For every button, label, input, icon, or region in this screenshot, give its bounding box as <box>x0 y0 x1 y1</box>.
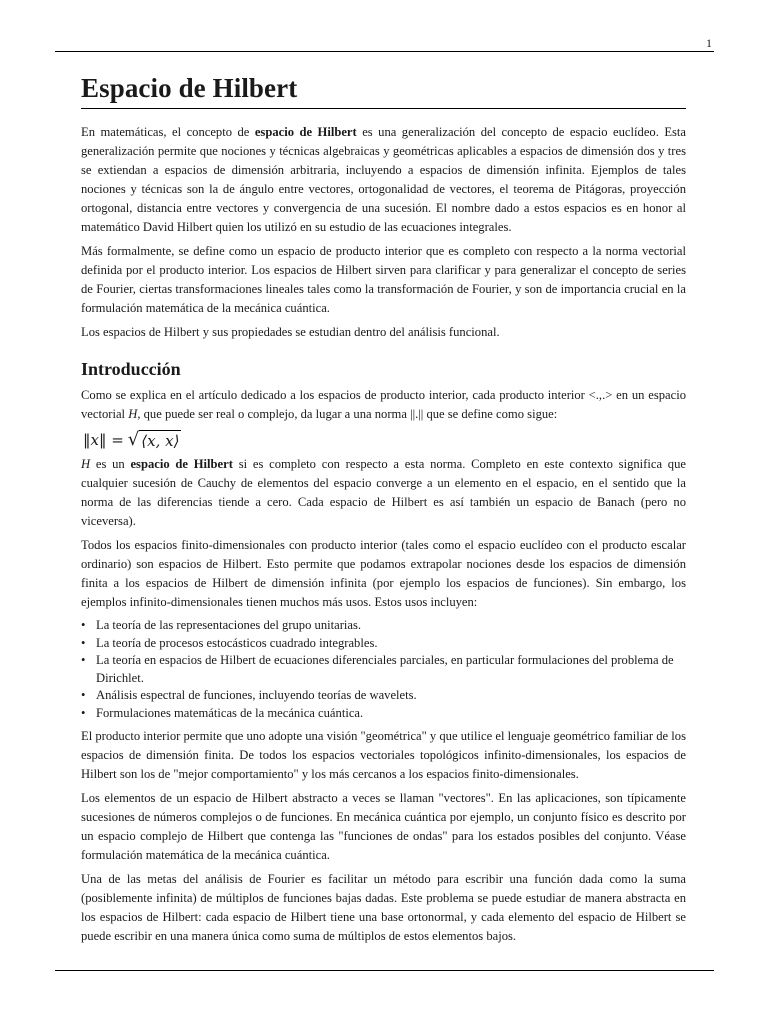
header-rule <box>55 51 714 52</box>
bullet: • <box>81 688 86 702</box>
section-paragraph-3: Todos los espacios finito-dimensionales con producto interior (tales como el espacio euclídeo con el producto escalar ordinario) son espacios de Hilbert. Esto permite que podamos extrapolar nociones desde los espacios de dimensión finita a los espacios de Hilbert de dimensión infinita (por ejemplo los espacios de funciones). Sin embargo, los ejemplos infinito-dimensionales tienen muchos más usos. Estos usos incluyen: <box>81 538 686 609</box>
section-paragraph-5: Los elementos de un espacio de Hilbert abstracto a veces se llaman "vectores". En las aplicaciones, son típicamente sucesiones de números complejos o de funciones. En mecánica cuántica por ejemplo, un conjunto físico es descrito por un espacio complejo de Hilbert que contenga las "funciones de ondas" para los estados posibles del conjunto. Véase formulación matemática de la mecánica cuántica. <box>81 791 686 862</box>
list-item-text: La teoría de procesos estocásticos cuadrado integrables. <box>96 635 378 650</box>
text-run: , que puede ser real o complejo, da lugar a una norma ||.|| que se define como sigue: <box>137 407 558 421</box>
bullet: • <box>81 653 86 667</box>
formula-sqrt-argument: ⟨x, x⟩ <box>141 432 180 450</box>
italic-symbol: H <box>81 457 91 471</box>
bullet: • <box>81 635 86 650</box>
list-item-text: Formulaciones matemáticas de la mecánica cuántica. <box>96 705 364 720</box>
text-run: En matemáticas, el concepto de <box>81 125 255 139</box>
section-paragraph-2 <box>81 455 686 531</box>
text-run: es un <box>90 457 131 471</box>
intro-paragraph-3: Los espacios de Hilbert y sus propiedades se estudian dentro del análisis funcional. <box>81 325 500 339</box>
bullet: • <box>81 705 86 720</box>
norm-formula <box>81 429 686 451</box>
list-item-text: Análisis espectral de funciones, incluyendo teorías de wavelets. <box>96 688 417 702</box>
section-paragraph-4: El producto interior permite que uno adopte una visión "geométrica" y que utilice el lenguaje geométrico familiar de los espacios de dimensión finita. De todos los espacios vectoriales topológicos infinito-dimensionales, los espacios de Hilbert son los de "mejor comportamiento" y los más cercanos a los espacios finito-dimensionales. <box>81 729 686 781</box>
article-body <box>81 72 686 951</box>
sqrt-expression <box>128 429 182 451</box>
list-item <box>81 687 686 705</box>
text-run: es una generalización del concepto de espacio euclídeo. Esta generalización permite que nociones y técnicas algebraicas y geométricas aplicables a espacios de dimensión dos y tres se extiendan a espacios de dimensión arbitraria, incluyendo a espacios de dimensión infinita. Ejemplos de tales nociones y técnicas son la de ángulo entre vectores, ortogonalidad de vectores, el teorema de Pitágoras, proyección ortogonal, distancia entre vectores y convergencia de una sucesión. El nombre dado a estos espacios es en honor al matemático David Hilbert quien los utilizó en su estudio de las ecuaciones integrales. <box>81 125 687 234</box>
list-item-text: La teoría en espacios de Hilbert de ecuaciones diferenciales parciales, en particular formulaciones del problema de Dirichlet. <box>96 653 674 685</box>
list-item <box>81 652 686 687</box>
list-item <box>81 705 686 723</box>
italic-symbol: H <box>128 407 138 421</box>
list-item <box>81 617 686 635</box>
section-heading: Introducción <box>81 359 181 379</box>
list-item <box>81 635 686 653</box>
bold-term: espacio de Hilbert <box>130 457 233 471</box>
section-paragraph-1 <box>81 386 686 424</box>
bullet: • <box>81 618 86 632</box>
uses-list <box>81 617 686 722</box>
intro-paragraph-1 <box>81 123 686 237</box>
page-title: Espacio de Hilbert <box>81 72 686 109</box>
footer-rule <box>55 970 714 971</box>
page-number: 1 <box>706 36 712 50</box>
formula-lhs: ‖x‖ = <box>83 431 124 449</box>
text-run: si es completo con respecto a esta norma. Completo en este contexto significa que cualquier sucesión de Cauchy de elementos del espacio converge a un elemento en el espacio, en el sentido que la norma de las diferencias tiende a cero. Cada espacio de Hilbert es así también un espacio de Banach (pero no viceversa). <box>81 457 686 528</box>
text-run: Como se explica en el artículo dedicado a los espacios de producto interior, cada producto interior <.,.> en un espacio vectorial <box>81 388 686 421</box>
intro-paragraph-2: Más formalmente, se define como un espacio de producto interior que es completo con respecto a la norma vectorial definida por el producto interior. Los espacios de Hilbert sirven para clarificar y para generalizar el concepto de series de Fourier, ciertas transformaciones lineales tales como la transformación de Fourier, y son de importancia crucial en la formulación matemática de la mecánica cuántica. <box>81 244 686 315</box>
list-item-text: La teoría de las representaciones del grupo unitarias. <box>96 618 362 632</box>
radical-sign: √ <box>127 429 140 450</box>
section-paragraph-6: Una de las metas del análisis de Fourier es facilitar un método para escribir una función dada como la suma (posiblemente infinita) de múltiplos de funciones bajas dadas. Este problema se puede estudiar de manera abstracta en los espacios de Hilbert: cada espacio de Hilbert tiene una base ortonormal, y cada elemento del espacio de Hilbert se puede escribir en una manera única como suma de múltiplos de estos elementos bajos. <box>81 872 686 943</box>
bold-term: espacio de Hilbert <box>254 125 357 139</box>
